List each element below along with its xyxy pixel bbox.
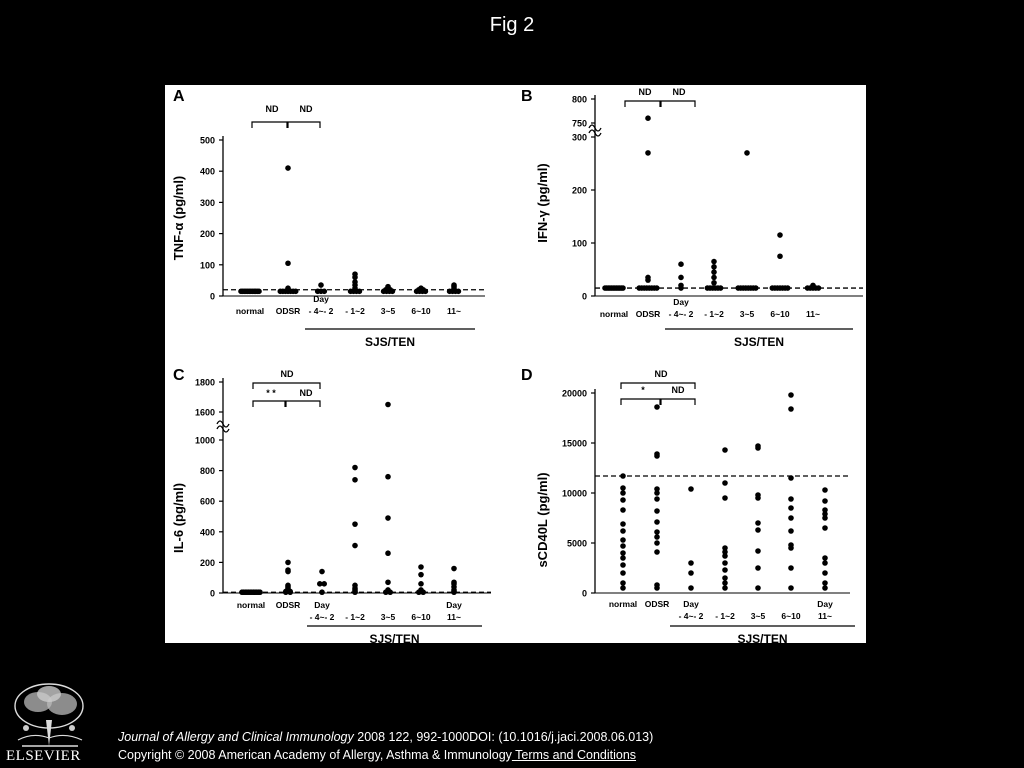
data-point (788, 515, 794, 521)
group-label: SJS/TEN (369, 632, 420, 643)
significance-annotation: ND (654, 369, 668, 379)
data-point (352, 465, 358, 471)
data-point (620, 562, 626, 568)
data-point (711, 259, 717, 265)
y-tick-label: 300 (571, 132, 587, 143)
data-point (654, 496, 660, 502)
data-point (654, 519, 660, 525)
data-point (722, 560, 728, 566)
data-point (678, 261, 684, 267)
panel-letter: D (521, 367, 533, 384)
y-tick-label: 1800 (194, 377, 215, 388)
category-label: normal (235, 306, 265, 316)
data-point (620, 570, 626, 576)
category-label: 11~ (447, 612, 461, 622)
data-point (620, 528, 626, 534)
data-point (385, 284, 391, 290)
category-label: 6~10 (411, 306, 431, 316)
chart-panel-a (171, 88, 485, 349)
data-point (418, 564, 424, 570)
data-point (654, 285, 660, 291)
data-point (451, 282, 457, 288)
data-point (822, 555, 828, 561)
y-tick-label: 800 (571, 94, 587, 105)
significance-annotation: ND (638, 87, 652, 97)
y-tick-label: 100 (199, 260, 215, 271)
data-point (788, 475, 794, 481)
data-point (688, 570, 694, 576)
data-point (385, 579, 391, 585)
data-point (318, 282, 324, 288)
data-point (722, 480, 728, 486)
y-tick-label: 15000 (561, 438, 587, 449)
y-tick-label: 200 (199, 557, 215, 568)
data-point (654, 540, 660, 546)
panel-letter: B (521, 88, 533, 105)
category-label: normal (236, 600, 266, 610)
chart-panel-b (521, 87, 863, 349)
data-point (788, 565, 794, 571)
data-point (722, 495, 728, 501)
category-label-day: Day (683, 599, 699, 609)
data-point (352, 271, 358, 277)
category-label: ODSR (635, 309, 661, 319)
category-label: 6~10 (770, 309, 790, 319)
y-axis-label: IL-6 (pg/ml) (171, 482, 186, 554)
significance-bracket (288, 122, 320, 128)
category-label: - 1~2 (704, 309, 724, 319)
data-point (755, 565, 761, 571)
data-point (688, 486, 694, 492)
data-point (654, 451, 660, 457)
y-tick-label: 0 (209, 291, 215, 302)
category-label: 6~10 (781, 611, 801, 621)
data-point (688, 585, 694, 591)
y-tick-label: 200 (571, 185, 587, 196)
y-tick-label: 400 (199, 166, 215, 177)
data-point (822, 487, 828, 493)
data-point (645, 115, 651, 121)
data-point (620, 550, 626, 556)
category-label: normal (599, 309, 629, 319)
category-label-day: Day (313, 294, 329, 304)
data-point (688, 560, 694, 566)
data-point (711, 280, 717, 286)
data-point (711, 269, 717, 275)
data-point (753, 285, 759, 291)
category-label: - 4~- 2 (309, 612, 335, 622)
significance-bracket (621, 399, 660, 405)
y-axis-label: TNF-α (pg/ml) (171, 175, 186, 261)
data-point (678, 275, 684, 281)
copyright-line (118, 748, 636, 762)
category-label: ODSR (275, 306, 301, 316)
data-point (321, 581, 327, 587)
data-point (620, 285, 626, 291)
data-point (654, 404, 660, 410)
significance-annotation: ND (280, 369, 294, 379)
data-point (451, 566, 457, 572)
y-tick-label: 10000 (561, 488, 587, 499)
data-point (645, 275, 651, 281)
data-point (418, 572, 424, 578)
significance-bracket (661, 399, 695, 405)
category-label: 3~5 (750, 611, 766, 621)
data-point (788, 528, 794, 534)
data-point (620, 473, 626, 479)
data-point (777, 253, 783, 259)
y-tick-label: 5000 (566, 538, 587, 549)
data-point (744, 150, 750, 156)
category-label-day: Day (673, 297, 689, 307)
significance-bracket (661, 101, 695, 107)
data-point (451, 579, 457, 585)
data-point (822, 560, 828, 566)
panel-letter: C (173, 367, 185, 384)
data-point (788, 585, 794, 591)
chart-panel-d (521, 367, 855, 643)
significance-bracket (252, 122, 287, 128)
data-point (418, 285, 424, 291)
data-point (385, 550, 391, 556)
category-label: ODSR (275, 600, 301, 610)
data-point (822, 507, 828, 513)
citation-line (118, 730, 653, 744)
data-point (722, 580, 728, 586)
data-point (285, 560, 291, 566)
data-point (755, 527, 761, 533)
group-label: SJS/TEN (364, 335, 416, 349)
data-point (322, 289, 328, 295)
data-point (352, 521, 358, 527)
data-point (755, 548, 761, 554)
data-point (654, 549, 660, 555)
y-tick-label: 100 (571, 238, 587, 249)
category-label-day: Day (446, 600, 462, 610)
group-label: SJS/TEN (737, 632, 788, 643)
data-point (788, 496, 794, 502)
data-point (788, 542, 794, 548)
data-point (319, 589, 325, 595)
significance-bracket (286, 401, 320, 407)
data-point (722, 545, 728, 551)
data-point (654, 486, 660, 492)
category-label: ODSR (644, 599, 670, 609)
data-point (620, 521, 626, 527)
y-tick-label: 600 (199, 496, 215, 507)
category-label: 3~5 (380, 612, 396, 622)
panel-letter: A (173, 88, 185, 105)
data-point (319, 569, 325, 575)
data-point (785, 285, 791, 291)
data-point (654, 534, 660, 540)
data-point (418, 581, 424, 587)
data-point (285, 165, 291, 171)
data-point (822, 498, 828, 504)
significance-annotation: * (641, 385, 645, 395)
significance-annotation: ND (671, 385, 685, 395)
data-point (722, 585, 728, 591)
category-label: normal (608, 599, 638, 609)
y-tick-label: 0 (581, 588, 587, 599)
data-point (788, 406, 794, 412)
category-label: 6~10 (411, 612, 431, 622)
journal-name: Journal of Allergy and Clinical Immunology (118, 730, 354, 744)
data-point (293, 289, 299, 295)
data-point (711, 264, 717, 270)
copyright-text: Copyright © 2008 American Academy of Allergy, Asthma & Immunology (118, 748, 512, 762)
data-point (810, 283, 816, 289)
y-tick-label: 300 (199, 197, 215, 208)
y-axis-label: sCD40L (pg/ml) (535, 472, 550, 568)
data-point (285, 260, 291, 266)
data-point (718, 285, 724, 291)
data-point (755, 585, 761, 591)
category-label: - 4~- 2 (678, 611, 704, 621)
category-label: - 4~- 2 (668, 309, 694, 319)
data-point (620, 497, 626, 503)
data-point (822, 580, 828, 586)
y-tick-label: 20000 (561, 388, 587, 399)
data-point (755, 520, 761, 526)
data-point (822, 570, 828, 576)
data-point (654, 582, 660, 588)
category-label: 11~ (447, 306, 461, 316)
y-tick-label: 1600 (194, 407, 215, 418)
data-point (385, 587, 391, 593)
data-point (418, 587, 424, 593)
data-point (620, 543, 626, 549)
category-label: 3~5 (739, 309, 755, 319)
data-point (352, 477, 358, 483)
significance-bracket (625, 101, 660, 107)
data-point (654, 508, 660, 514)
category-label-day: Day (314, 600, 330, 610)
significance-annotation: * * (266, 388, 276, 398)
data-point (385, 402, 391, 408)
significance-annotation: ND (265, 104, 279, 114)
y-tick-label: 750 (571, 118, 587, 129)
data-point (788, 392, 794, 398)
data-point (620, 537, 626, 543)
slide-title: Fig 2 (489, 14, 535, 36)
category-label: - 4~- 2 (308, 306, 334, 316)
significance-annotation: ND (299, 104, 313, 114)
y-tick-label: 1000 (194, 435, 215, 446)
data-point (620, 490, 626, 496)
data-point (352, 583, 358, 589)
significance-annotation: ND (299, 388, 313, 398)
data-point (620, 580, 626, 586)
data-point (711, 275, 717, 281)
category-label: - 1~2 (345, 306, 365, 316)
data-point (755, 443, 761, 449)
data-point (722, 567, 728, 573)
figure-svg (165, 85, 866, 643)
data-point (645, 150, 651, 156)
category-label: 3~5 (380, 306, 396, 316)
data-point (620, 507, 626, 513)
y-tick-label: 400 (199, 527, 215, 538)
y-tick-label: 200 (199, 229, 215, 240)
data-point (620, 585, 626, 591)
data-point (620, 485, 626, 491)
data-point (788, 505, 794, 511)
y-tick-label: 800 (199, 466, 215, 477)
category-label: - 1~2 (715, 611, 735, 621)
data-point (678, 283, 684, 289)
data-point (755, 492, 761, 498)
data-point (385, 515, 391, 521)
data-point (620, 555, 626, 561)
data-point (385, 474, 391, 480)
data-point (822, 585, 828, 591)
category-label: - 1~2 (345, 612, 365, 622)
figure-panel (165, 85, 866, 643)
y-tick-label: 0 (581, 291, 587, 302)
data-point (285, 285, 291, 291)
y-tick-label: 0 (209, 588, 215, 599)
elsevier-wordmark: ELSEVIER (6, 748, 81, 764)
y-tick-label: 500 (199, 135, 215, 146)
data-point (777, 232, 783, 238)
data-point (722, 575, 728, 581)
terms-and-conditions-link[interactable]: Terms and Conditions (511, 748, 637, 762)
significance-annotation: ND (672, 87, 686, 97)
data-point (822, 525, 828, 531)
data-point (816, 285, 822, 291)
chart-panel-c (171, 367, 491, 643)
category-label: 11~ (806, 309, 820, 319)
category-label-day: Day (817, 599, 833, 609)
citation-details: 2008 122, 992-1000DOI: (10.1016/j.jaci.2008.06.013) (353, 730, 654, 744)
data-point (654, 529, 660, 535)
data-point (285, 567, 291, 573)
group-label: SJS/TEN (733, 335, 785, 349)
category-label: 11~ (818, 611, 832, 621)
data-point (285, 583, 291, 589)
data-point (257, 589, 263, 595)
data-point (722, 447, 728, 453)
data-point (352, 543, 358, 549)
y-axis-label: IFN-γ (pg/ml) (535, 163, 550, 243)
data-point (256, 289, 262, 295)
significance-bracket (253, 401, 285, 407)
